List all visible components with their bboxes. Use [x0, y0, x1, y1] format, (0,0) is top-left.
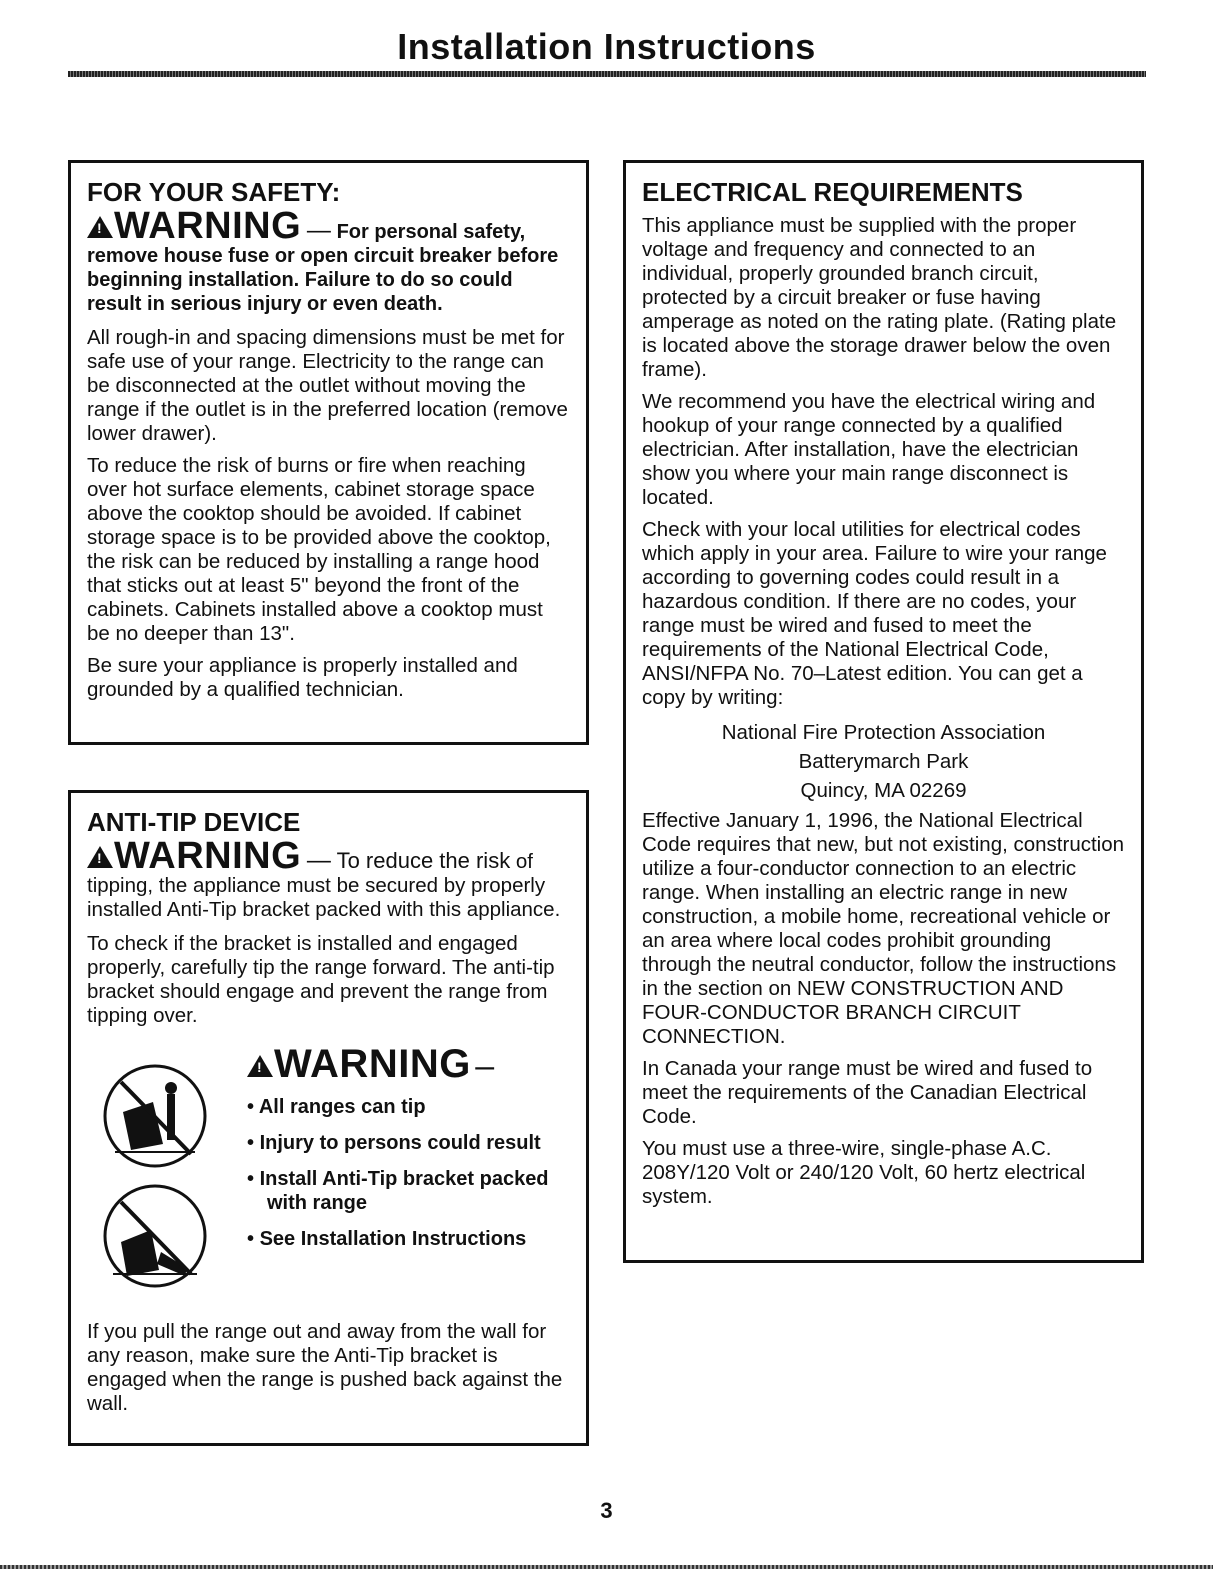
bottom-rule: [0, 1565, 1213, 1569]
warning-lead: For personal safety,: [336, 221, 526, 243]
electrical-paragraph-3: Check with your local utilities for electrical codes which apply in your area. Failure to wire your range according to governing codes could result in a hazardous condition. If there are no codes, your range must be wired and fused to meet the requirements of the National Electrical Code, ANSI/NFPA No. 70–Latest edition. You can get a copy by writing:: [642, 518, 1107, 709]
electrical-box: [623, 160, 1144, 1263]
electrical-heading: ELECTRICAL REQUIREMENTS: [642, 177, 1023, 207]
electrical-paragraph-1: This appliance must be supplied with the proper voltage and frequency and connected to an individual, properly grounded branch circuit, protected by a circuit breaker or fuse having amperage as noted on the rating plate. (Rating plate is located above the storage drawer below the oven frame).: [642, 214, 1117, 381]
electrical-paragraph-2: We recommend you have the electrical wiring and hookup of your range connected by a qualified electrician. After installation, have the electrician show you where your main range disconnect is located.: [642, 390, 1096, 509]
warning-word: WARNING: [274, 1042, 471, 1086]
antitip-paragraph-1: To check if the bracket is installed and engaged properly, carefully tip the range forward. The anti-tip bracket should engage and prevent the range from tipping over.: [87, 932, 555, 1027]
list-item: • All ranges can tip: [247, 1095, 568, 1119]
antitip-paragraph-2: If you pull the range out and away from the wall for any reason, make sure the Anti-Tip bracket is engaged when the range is pushed back against the wall.: [87, 1320, 563, 1415]
safety-paragraph-3: Be sure your appliance is properly installed and grounded by a qualified technician.: [87, 654, 518, 701]
box-warning: [247, 1042, 568, 1263]
warning-rest: of tipping, the appliance must be secured by properly installed Anti-Tip bracket packed with this appliance.: [87, 850, 561, 921]
nfpa-address: [642, 718, 1125, 805]
antitip-box: [68, 790, 589, 1446]
warning-dash: —: [306, 217, 331, 244]
list-item: • Install Anti-Tip bracket packed with range: [247, 1167, 568, 1215]
address-line: Quincy, MA 02269: [800, 779, 967, 802]
warning-rest: remove house fuse or open circuit breaker before beginning installation. Failure to do so could result in serious injury or even death.: [87, 245, 559, 315]
warning-bullet-list: [247, 1095, 568, 1251]
warning-word: WARNING: [114, 835, 302, 877]
warning-dash: –: [475, 1047, 495, 1085]
antitip-warning: [87, 835, 568, 922]
antitip-heading: ANTI-TIP DEVICE: [87, 807, 301, 837]
electrical-paragraph-5: In Canada your range must be wired and fused to meet the requirements of the Canadian Electrical Code.: [642, 1057, 1093, 1128]
safety-paragraph-1: All rough-in and spacing dimensions must be met for safe use of your range. Electricity to the range can be disconnected at the outlet without moving the range if the outlet is in the preferred location (remove lower drawer).: [87, 326, 568, 445]
safety-box: [68, 160, 589, 745]
electrical-paragraph-6: You must use a three-wire, single-phase A.C. 208Y/120 Volt or 240/120 Volt, 60 hertz electrical system.: [642, 1137, 1086, 1208]
warning-triangle-icon: [87, 846, 113, 868]
safety-paragraph-2: To reduce the risk of burns or fire when reaching over hot surface elements, cabinet storage space above the cooktop should be avoided. If cabinet storage space is to be provided above the cooktop, the risk can be reduced by installing a range hood that sticks out at least 5" beyond the front of the cabinets. Cabinets installed above a cooktop must be no deeper than 13".: [87, 454, 551, 645]
list-item: • Injury to persons could result: [247, 1131, 568, 1155]
page-number: 3: [600, 1498, 613, 1523]
warning-triangle-icon: [87, 216, 113, 238]
warning-lead: To reduce the risk: [336, 848, 511, 873]
page-title: Installation Instructions: [397, 26, 816, 67]
warning-word: WARNING: [114, 205, 302, 247]
address-line: National Fire Protection Association: [721, 721, 1046, 744]
safety-heading: FOR YOUR SAFETY:: [87, 177, 341, 207]
no-tipping-sign-icon: [101, 1062, 209, 1170]
warning-dash: —: [306, 847, 331, 874]
warning-triangle-icon: [247, 1055, 273, 1077]
no-tipping-sign-icon: [101, 1182, 209, 1290]
address-line: Batterymarch Park: [798, 750, 969, 773]
title-rule: [68, 71, 1146, 77]
antitip-warning-panel: [87, 1042, 568, 1302]
list-item: • See Installation Instructions: [247, 1227, 568, 1251]
electrical-paragraph-4: Effective January 1, 1996, the National Electrical Code requires that new, but not existing, construction utilize a four-conductor connection to an electric range. When installing an electric range in new construction, a mobile home, recreational vehicle or an area where local codes prohibit grounding through the neutral conductor, follow the instructions in the section on NEW CONSTRUCTION AND FOUR-CONDUCTOR BRANCH CIRCUIT CONNECTION.: [642, 809, 1125, 1048]
safety-warning: [87, 205, 568, 316]
